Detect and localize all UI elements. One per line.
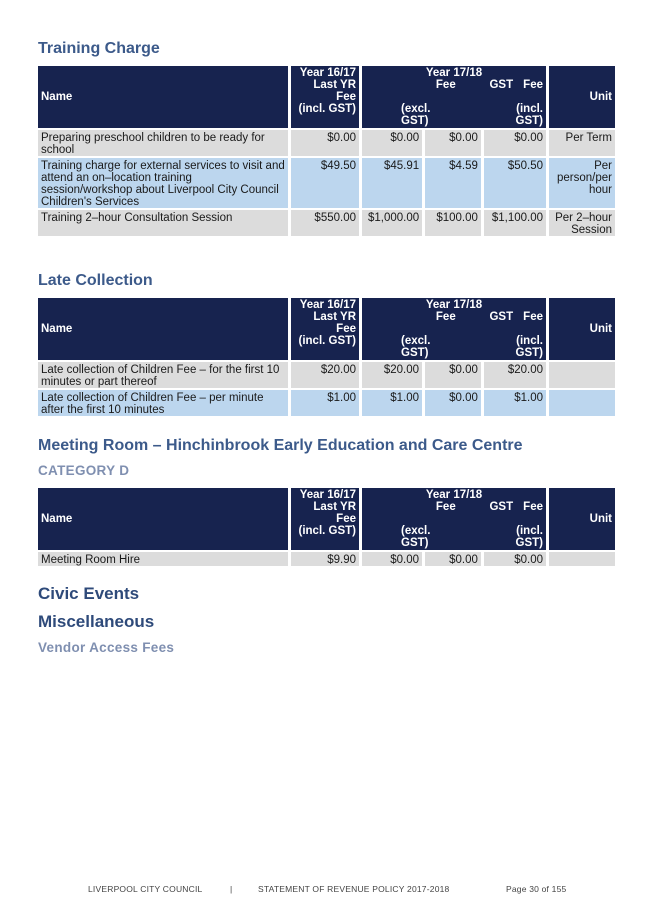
cell-fee-incl-gst: $1.00 — [484, 388, 549, 416]
header-incl-gst: (incl. GST) — [298, 335, 356, 347]
table-row — [38, 156, 615, 208]
meeting-category-label: CATEGORY D — [38, 463, 130, 478]
cell-name: Training charge for external services to visit and attend an on–location training session/workshop about Liverpool City Council Children's Services — [38, 156, 291, 208]
cell-unit: Per Term — [549, 128, 615, 156]
cell-fee-excl-gst: $0.00 — [362, 128, 425, 156]
cell-fee-excl-gst: $1,000.00 — [362, 208, 425, 236]
table-row — [38, 360, 615, 388]
header-incl-gst: (incl. GST) — [298, 103, 356, 115]
cell-last-year-fee: $0.00 — [291, 128, 362, 156]
header-last-yr-fee: Last YR Fee — [313, 311, 356, 335]
header-fee-excl — [365, 79, 460, 127]
cell-gst: $0.00 — [425, 128, 484, 156]
cell-fee-excl-gst: $0.00 — [362, 550, 425, 566]
header-incl-gst2: (incl. GST) — [515, 525, 543, 549]
cell-last-year-fee: $9.90 — [291, 550, 362, 566]
cell-gst: $0.00 — [425, 388, 484, 416]
header-last-yr-fee: Last YR Fee — [313, 79, 356, 103]
table-row — [38, 208, 615, 236]
section-title-late-collection: Late Collection — [38, 272, 153, 289]
cell-fee-excl-gst: $20.00 — [362, 360, 425, 388]
cell-unit — [549, 388, 615, 416]
table-row — [38, 128, 615, 156]
header-fee-label: Fee — [435, 501, 456, 513]
column-header-name: Name — [38, 488, 291, 550]
cell-name: Training 2–hour Consultation Session — [38, 208, 291, 236]
table-header-row — [38, 488, 615, 550]
cell-last-year-fee: $1.00 — [291, 388, 362, 416]
header-fee-excl — [365, 501, 460, 549]
cell-fee-incl-gst: $20.00 — [484, 360, 549, 388]
cell-fee-incl-gst: $50.50 — [484, 156, 549, 208]
cell-fee-excl-gst: $1.00 — [362, 388, 425, 416]
header-year-current: Year 17/18 — [425, 299, 483, 311]
footer-separator: | — [230, 884, 233, 894]
section-title-vendor-access: Vendor Access Fees — [38, 640, 175, 655]
header-year-current: Year 17/18 — [425, 489, 483, 501]
header-fee2-label: Fee — [523, 501, 543, 513]
header-fee-incl — [513, 311, 543, 359]
cell-gst: $4.59 — [425, 156, 484, 208]
table-header-row — [38, 298, 615, 360]
cell-unit: Per person/per hour — [549, 156, 615, 208]
footer-document-title: STATEMENT OF REVENUE POLICY 2017-2018 — [258, 884, 450, 894]
header-gst: GST — [489, 501, 514, 513]
cell-gst: $0.00 — [425, 360, 484, 388]
column-header-unit: Unit — [549, 298, 615, 360]
header-year-last: Year 16/17 — [299, 299, 356, 311]
header-gst: GST — [489, 79, 514, 91]
header-fee-incl — [513, 79, 543, 127]
header-fee-label: Fee — [435, 79, 456, 91]
column-header-name: Name — [38, 298, 291, 360]
cell-gst: $100.00 — [425, 208, 484, 236]
header-fee-incl — [513, 501, 543, 549]
late-collection-fees-table — [38, 298, 615, 416]
cell-unit: Per 2–hour Session — [549, 208, 615, 236]
column-header-current-year — [362, 488, 549, 550]
header-fee2-label: Fee — [523, 79, 543, 91]
header-year-last: Year 16/17 — [299, 67, 356, 79]
header-gst: GST — [489, 311, 514, 323]
table-row — [38, 388, 615, 416]
header-excl-gst: (excl. GST) — [401, 103, 431, 127]
section-title-meeting-room: Meeting Room – Hinchinbrook Early Education and Care Centre — [38, 437, 523, 454]
cell-unit — [549, 550, 615, 566]
column-header-unit: Unit — [549, 488, 615, 550]
section-title-civic-events: Civic Events — [38, 584, 140, 603]
column-header-last-year — [291, 488, 362, 550]
cell-name: Preparing preschool children to be ready for school — [38, 128, 291, 156]
header-year-current: Year 17/18 — [425, 67, 483, 79]
column-header-last-year — [291, 66, 362, 128]
cell-name: Meeting Room Hire — [38, 550, 291, 566]
cell-fee-incl-gst: $1,100.00 — [484, 208, 549, 236]
cell-fee-incl-gst: $0.00 — [484, 550, 549, 566]
table-row — [38, 550, 615, 566]
table-header-row — [38, 66, 615, 128]
header-fee2-label: Fee — [523, 311, 543, 323]
header-incl-gst: (incl. GST) — [298, 525, 356, 537]
meeting-room-fees-table — [38, 488, 615, 566]
section-title-training: Training Charge — [38, 40, 160, 57]
header-excl-gst: (excl. GST) — [401, 335, 431, 359]
cell-last-year-fee: $49.50 — [291, 156, 362, 208]
header-excl-gst: (excl. GST) — [401, 525, 431, 549]
cell-last-year-fee: $20.00 — [291, 360, 362, 388]
footer-org: LIVERPOOL CITY COUNCIL — [88, 884, 203, 894]
cell-unit — [549, 360, 615, 388]
section-title-miscellaneous: Miscellaneous — [38, 612, 155, 631]
column-header-last-year — [291, 298, 362, 360]
header-last-yr-fee: Last YR Fee — [313, 501, 356, 525]
cell-name: Late collection of Children Fee – for the first 10 minutes or part thereof — [38, 360, 291, 388]
cell-fee-excl-gst: $45.91 — [362, 156, 425, 208]
header-incl-gst2: (incl. GST) — [515, 335, 543, 359]
header-year-last: Year 16/17 — [299, 489, 356, 501]
cell-name: Late collection of Children Fee – per minute after the first 10 minutes — [38, 388, 291, 416]
column-header-current-year — [362, 66, 549, 128]
column-header-unit: Unit — [549, 66, 615, 128]
header-incl-gst2: (incl. GST) — [515, 103, 543, 127]
column-header-current-year — [362, 298, 549, 360]
footer-page-number: Page 30 of 155 — [506, 884, 567, 894]
header-fee-excl — [365, 311, 460, 359]
training-fees-table — [38, 66, 615, 236]
cell-gst: $0.00 — [425, 550, 484, 566]
column-header-name: Name — [38, 66, 291, 128]
cell-last-year-fee: $550.00 — [291, 208, 362, 236]
cell-fee-incl-gst: $0.00 — [484, 128, 549, 156]
header-fee-label: Fee — [435, 311, 456, 323]
